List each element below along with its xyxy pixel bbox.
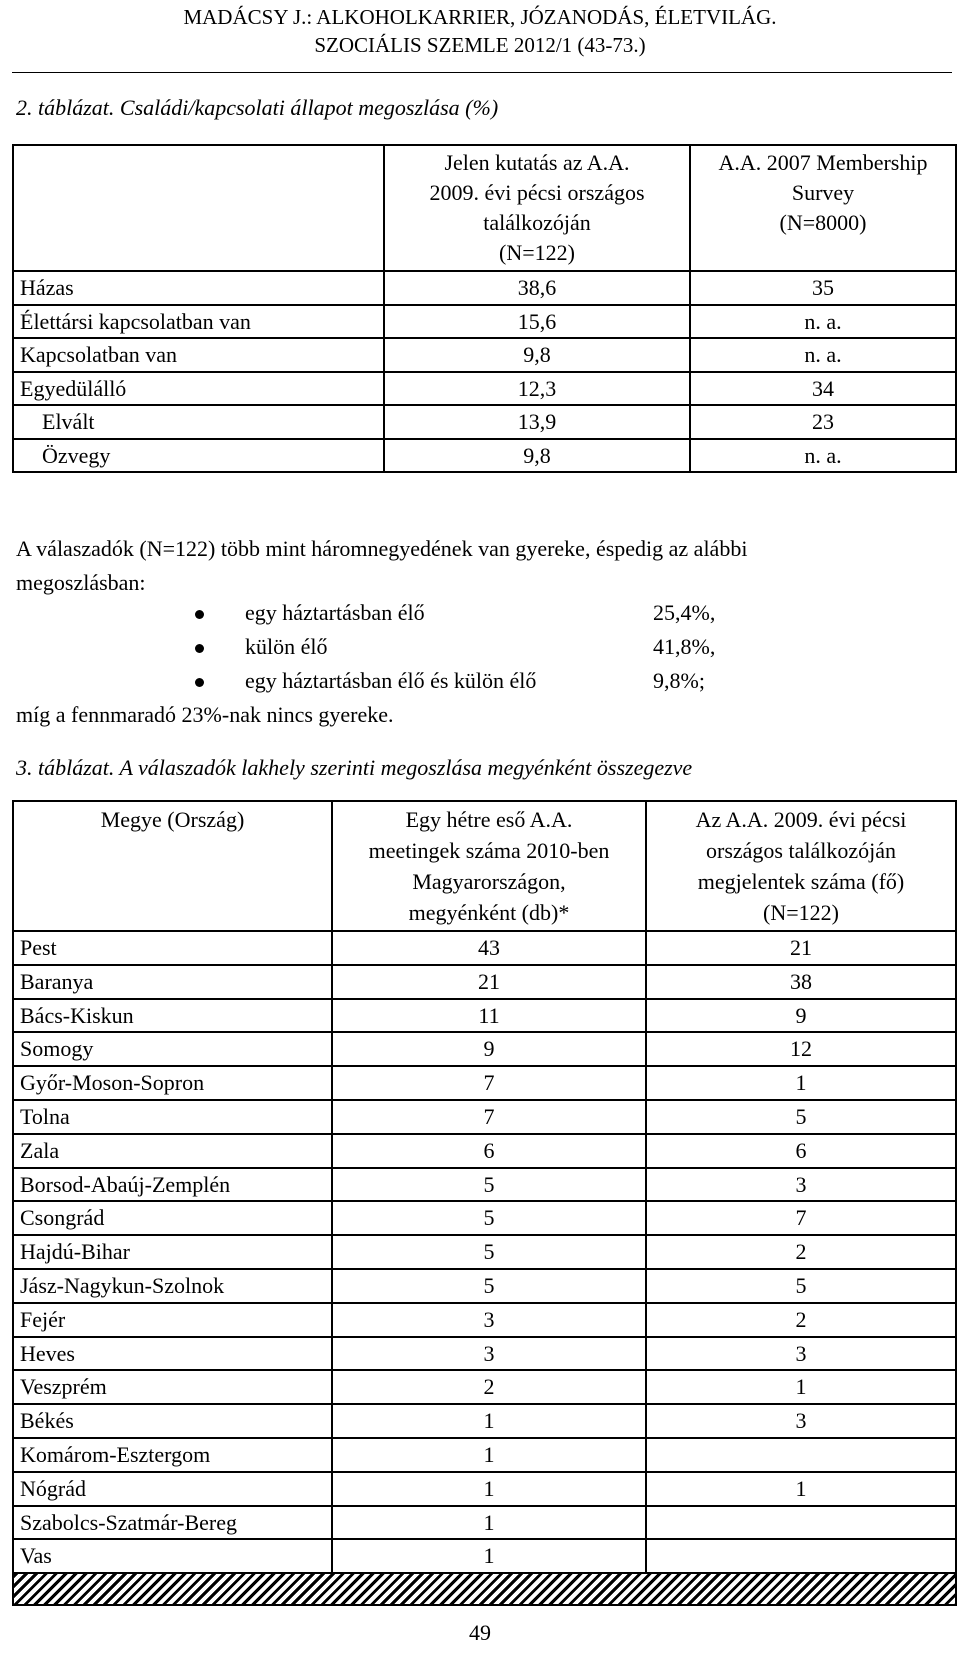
table-row <box>13 1235 956 1269</box>
attendees-count: 6 <box>646 1134 956 1168</box>
meetings-per-week: 9 <box>332 1032 646 1066</box>
table2-col1-header-line: 2009. évi pécsi országos <box>429 180 645 205</box>
row-value-survey: n. a. <box>690 439 956 473</box>
table-row <box>13 1539 956 1573</box>
bullet-dot-icon <box>195 644 204 653</box>
meetings-per-week: 1 <box>332 1506 646 1540</box>
table-row <box>13 1303 956 1337</box>
table3-col1-header <box>332 801 646 931</box>
attendees-count <box>646 1539 956 1573</box>
meetings-per-week: 5 <box>332 1269 646 1303</box>
table2-col2-header-line: Survey <box>791 180 855 205</box>
row-value-survey: 34 <box>690 372 956 406</box>
running-header-line2: SZOCIÁLIS SZEMLE 2012/1 (43-73.) <box>314 33 646 57</box>
county-name: Hajdú-Bihar <box>13 1235 332 1269</box>
row-value-current: 13,9 <box>384 405 690 439</box>
attendees-count: 3 <box>646 1337 956 1371</box>
table-row <box>13 1506 956 1540</box>
meetings-per-week: 1 <box>332 1472 646 1506</box>
meetings-per-week: 43 <box>332 931 646 965</box>
bullet-text: külön élő <box>245 634 328 659</box>
row-label: Elvált <box>13 405 384 439</box>
meetings-per-week: 7 <box>332 1100 646 1134</box>
meetings-per-week: 1 <box>332 1539 646 1573</box>
attendees-count: 2 <box>646 1303 956 1337</box>
table-row <box>13 1404 956 1438</box>
table2-col1-header-line: találkozóján <box>483 210 591 235</box>
table3-col2-header-line: megjelentek száma (fő) <box>697 869 905 894</box>
county-name: Fejér <box>13 1303 332 1337</box>
attendees-count: 5 <box>646 1100 956 1134</box>
table2-col2-header <box>690 145 956 271</box>
table-row <box>13 1168 956 1202</box>
county-name: Baranya <box>13 965 332 999</box>
bullet-text: egy háztartásban élő és külön élő <box>245 668 537 693</box>
table-row <box>13 1438 956 1472</box>
county-name: Vas <box>13 1539 332 1573</box>
county-name: Bács-Kiskun <box>13 999 332 1033</box>
family-status-table <box>12 144 957 473</box>
bullet-dot-icon <box>195 610 204 619</box>
paragraph-line1: A válaszadók (N=122) több mint háromnegyedének van gyereke, éspedig az alábbi <box>16 536 748 561</box>
table2-col2-header-line: A.A. 2007 Membership <box>718 150 928 175</box>
county-name: Zala <box>13 1134 332 1168</box>
attendees-count: 5 <box>646 1269 956 1303</box>
table-row <box>13 439 956 473</box>
row-label: Egyedülálló <box>13 372 384 406</box>
table-row <box>13 305 956 339</box>
row-label: Özvegy <box>13 439 384 473</box>
table3-col1-header-line: megyénként (db)* <box>408 900 570 925</box>
meetings-per-week: 21 <box>332 965 646 999</box>
meetings-per-week: 5 <box>332 1168 646 1202</box>
paragraph-closing: míg a fennmaradó 23%-nak nincs gyereke. <box>16 702 394 727</box>
table-row <box>13 1337 956 1371</box>
bullet-value: 25,4%, <box>653 600 716 625</box>
meetings-per-week: 1 <box>332 1404 646 1438</box>
table3-header-row <box>13 801 956 931</box>
table3-col0-header: Megye (Ország) <box>13 801 332 931</box>
paragraph-line2: megoszlásban: <box>16 570 146 595</box>
table3-col1-header-line: Magyarországon, <box>412 869 566 894</box>
row-value-survey: n. a. <box>690 305 956 339</box>
row-value-current: 12,3 <box>384 372 690 406</box>
table-row <box>13 372 956 406</box>
hatched-footer-row <box>13 1573 956 1605</box>
hatched-footer-cell <box>13 1573 956 1605</box>
county-name: Komárom-Esztergom <box>13 1438 332 1472</box>
table-row <box>13 1370 956 1404</box>
table3-col2-header-line: országos találkozóján <box>706 838 896 863</box>
county-name: Somogy <box>13 1032 332 1066</box>
row-label: Élettársi kapcsolatban van <box>13 305 384 339</box>
meetings-per-week: 3 <box>332 1303 646 1337</box>
row-value-survey: 23 <box>690 405 956 439</box>
meetings-per-week: 7 <box>332 1066 646 1100</box>
header-rule <box>12 72 952 73</box>
table-row <box>13 1100 956 1134</box>
table-row <box>13 1134 956 1168</box>
running-header-line1: MADÁCSY J.: ALKOHOLKARRIER, JÓZANODÁS, ÉLETVILÁG. <box>183 5 777 29</box>
table3-col2-header <box>646 801 956 931</box>
table-row <box>13 1032 956 1066</box>
attendees-count <box>646 1506 956 1540</box>
table2-col2-header-line: (N=8000) <box>779 210 867 235</box>
table-row <box>13 1066 956 1100</box>
meetings-per-week: 3 <box>332 1337 646 1371</box>
table3-col2-header-line: (N=122) <box>763 900 839 925</box>
attendees-count <box>646 1438 956 1472</box>
county-name: Pest <box>13 931 332 965</box>
row-value-current: 15,6 <box>384 305 690 339</box>
county-name: Szabolcs-Szatmár-Bereg <box>13 1506 332 1540</box>
table3-col2-header-line: Az A.A. 2009. évi pécsi <box>695 807 907 832</box>
table-row <box>13 1269 956 1303</box>
table3-col1-header-line: Egy hétre eső A.A. <box>405 807 573 832</box>
meetings-per-week: 6 <box>332 1134 646 1168</box>
table2-caption: 2. táblázat. Családi/kapcsolati állapot megoszlása (%) <box>16 95 499 120</box>
bullet-dot-icon <box>195 678 204 687</box>
attendees-count: 7 <box>646 1201 956 1235</box>
county-name: Csongrád <box>13 1201 332 1235</box>
row-value-current: 9,8 <box>384 338 690 372</box>
attendees-count: 12 <box>646 1032 956 1066</box>
attendees-count: 21 <box>646 931 956 965</box>
bullet-value: 9,8%; <box>653 668 705 693</box>
meetings-per-week: 1 <box>332 1438 646 1472</box>
table3-caption: 3. táblázat. A válaszadók lakhely szerinti megoszlása megyénként összegezve <box>16 755 693 780</box>
meetings-per-week: 11 <box>332 999 646 1033</box>
county-name: Tolna <box>13 1100 332 1134</box>
table3-col1-header-line: meetingek száma 2010-ben <box>368 838 610 863</box>
meetings-per-week: 2 <box>332 1370 646 1404</box>
table2-col1-header-line: Jelen kutatás az A.A. <box>444 150 630 175</box>
county-name: Békés <box>13 1404 332 1438</box>
bullet-value: 41,8%, <box>653 634 716 659</box>
meetings-per-week: 5 <box>332 1201 646 1235</box>
attendees-count: 38 <box>646 965 956 999</box>
table-row <box>13 965 956 999</box>
attendees-count: 3 <box>646 1168 956 1202</box>
county-name: Győr-Moson-Sopron <box>13 1066 332 1100</box>
table2-col1-header-line: (N=122) <box>499 240 575 265</box>
attendees-count: 1 <box>646 1066 956 1100</box>
bullet-text: egy háztartásban élő <box>245 600 425 625</box>
attendees-count: 2 <box>646 1235 956 1269</box>
county-name: Heves <box>13 1337 332 1371</box>
county-name: Nógrád <box>13 1472 332 1506</box>
table-row <box>13 338 956 372</box>
county-name: Jász-Nagykun-Szolnok <box>13 1269 332 1303</box>
page-number: 49 <box>469 1620 491 1645</box>
row-value-survey: 35 <box>690 271 956 305</box>
table2-header-empty <box>13 145 384 271</box>
table2-header-row <box>13 145 956 271</box>
table-row <box>13 271 956 305</box>
row-value-survey: n. a. <box>690 338 956 372</box>
attendees-count: 3 <box>646 1404 956 1438</box>
row-label: Kapcsolatban van <box>13 338 384 372</box>
table2-col1-header <box>384 145 690 271</box>
table-row <box>13 999 956 1033</box>
table-row <box>13 1472 956 1506</box>
attendees-count: 1 <box>646 1370 956 1404</box>
row-value-current: 38,6 <box>384 271 690 305</box>
table-row <box>13 405 956 439</box>
attendees-count: 9 <box>646 999 956 1033</box>
county-name: Borsod-Abaúj-Zemplén <box>13 1168 332 1202</box>
table-row <box>13 1201 956 1235</box>
row-label: Házas <box>13 271 384 305</box>
row-value-current: 9,8 <box>384 439 690 473</box>
table-row <box>13 931 956 965</box>
attendees-count: 1 <box>646 1472 956 1506</box>
county-distribution-table <box>12 800 957 1606</box>
county-name: Veszprém <box>13 1370 332 1404</box>
meetings-per-week: 5 <box>332 1235 646 1269</box>
